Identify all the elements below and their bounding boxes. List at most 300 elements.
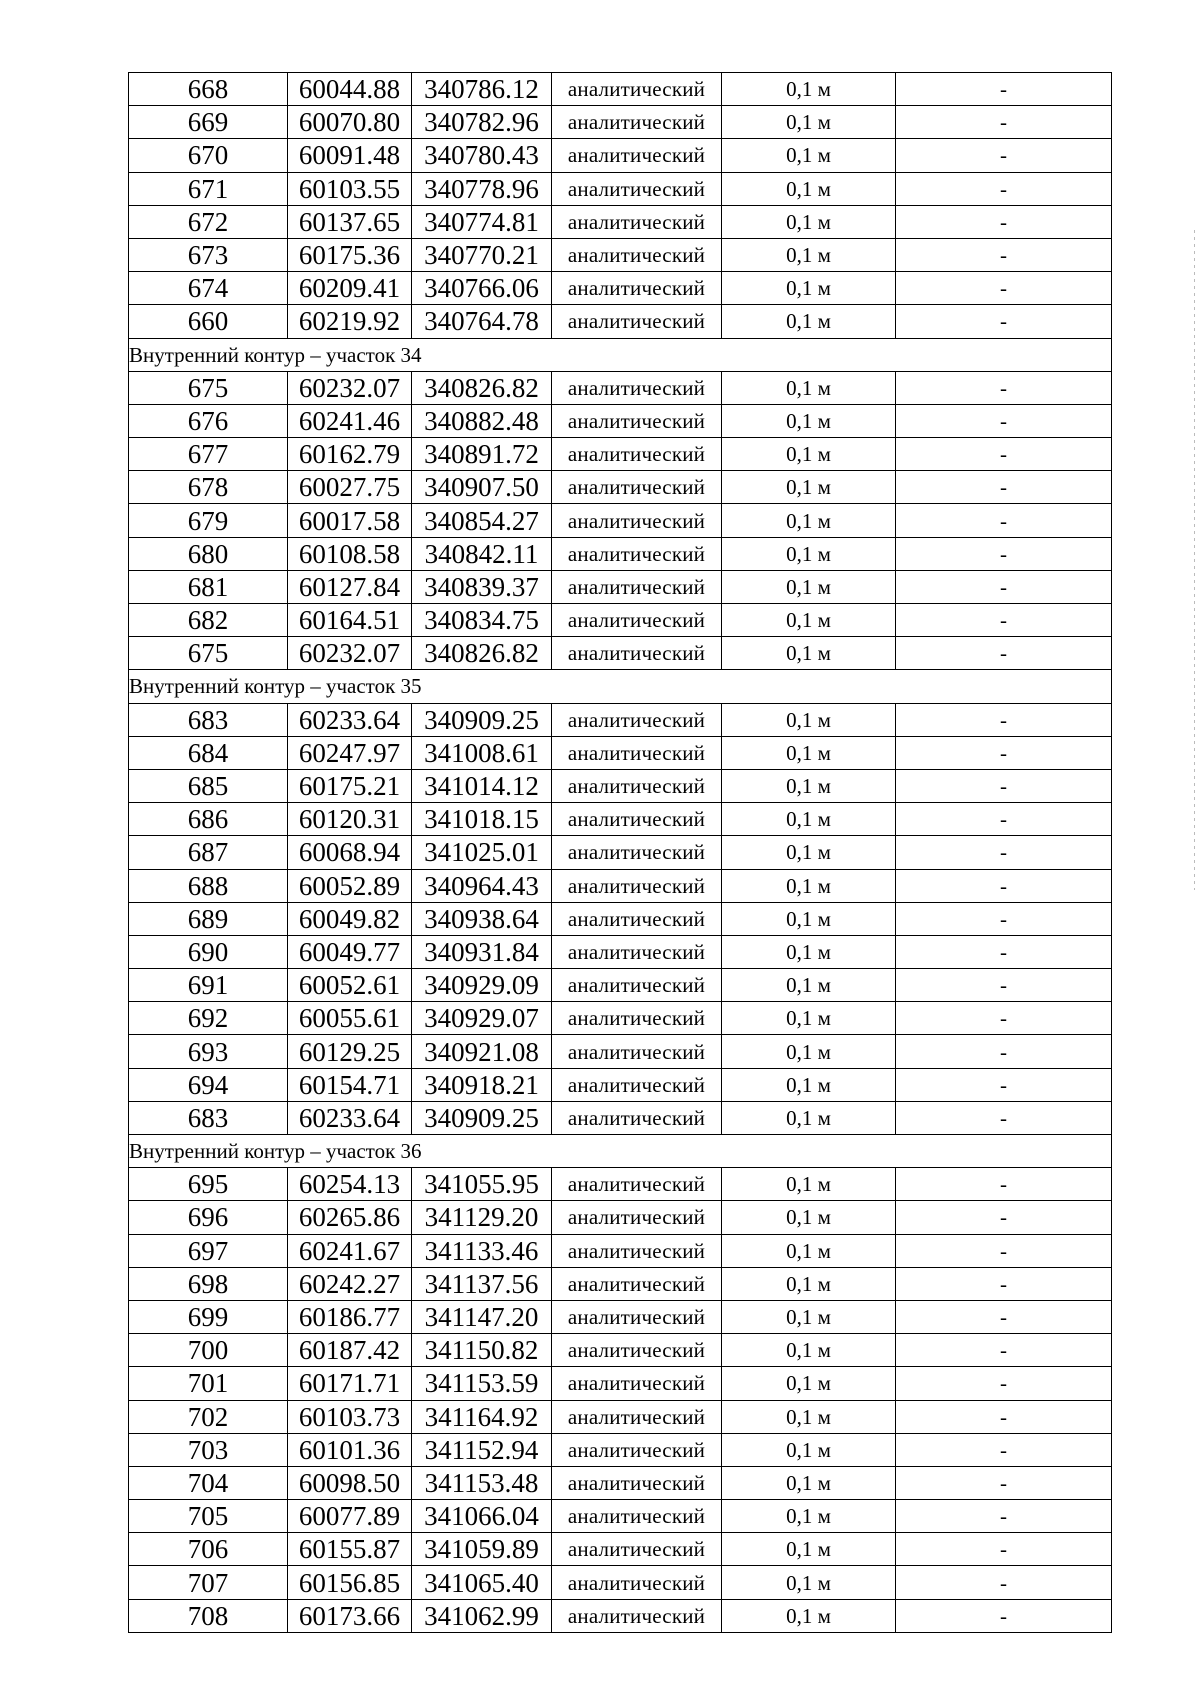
description-cell: - bbox=[896, 869, 1112, 902]
table-row bbox=[129, 73, 1112, 106]
x-coordinate-cell: 60254.13 bbox=[288, 1168, 412, 1201]
accuracy-cell: 0,1 м bbox=[722, 803, 896, 836]
point-number-cell: 688 bbox=[129, 869, 288, 902]
accuracy-cell: 0,1 м bbox=[722, 471, 896, 504]
method-cell: аналитический bbox=[552, 238, 722, 271]
method-cell: аналитический bbox=[552, 1168, 722, 1201]
method-cell: аналитический bbox=[552, 570, 722, 603]
accuracy-cell: 0,1 м bbox=[722, 836, 896, 869]
x-coordinate-cell: 60233.64 bbox=[288, 1101, 412, 1134]
description-cell: - bbox=[896, 736, 1112, 769]
y-coordinate-cell: 340834.75 bbox=[412, 604, 552, 637]
y-coordinate-cell: 340774.81 bbox=[412, 205, 552, 238]
y-coordinate-cell: 340826.82 bbox=[412, 637, 552, 670]
x-coordinate-cell: 60164.51 bbox=[288, 604, 412, 637]
description-cell: - bbox=[896, 1599, 1112, 1632]
point-number-cell: 698 bbox=[129, 1267, 288, 1300]
table-row bbox=[129, 371, 1112, 404]
y-coordinate-cell: 340931.84 bbox=[412, 935, 552, 968]
y-coordinate-cell: 341153.48 bbox=[412, 1466, 552, 1499]
y-coordinate-cell: 340782.96 bbox=[412, 106, 552, 139]
x-coordinate-cell: 60049.77 bbox=[288, 935, 412, 968]
accuracy-cell: 0,1 м bbox=[722, 238, 896, 271]
accuracy-cell: 0,1 м bbox=[722, 1002, 896, 1035]
description-cell: - bbox=[896, 1035, 1112, 1068]
y-coordinate-cell: 341153.59 bbox=[412, 1367, 552, 1400]
method-cell: аналитический bbox=[552, 1068, 722, 1101]
method-cell: аналитический bbox=[552, 703, 722, 736]
description-cell: - bbox=[896, 769, 1112, 802]
description-cell: - bbox=[896, 969, 1112, 1002]
x-coordinate-cell: 60155.87 bbox=[288, 1533, 412, 1566]
accuracy-cell: 0,1 м bbox=[722, 1101, 896, 1134]
x-coordinate-cell: 60101.36 bbox=[288, 1433, 412, 1466]
accuracy-cell: 0,1 м bbox=[722, 902, 896, 935]
x-coordinate-cell: 60265.86 bbox=[288, 1201, 412, 1234]
method-cell: аналитический bbox=[552, 1300, 722, 1333]
x-coordinate-cell: 60070.80 bbox=[288, 106, 412, 139]
table-row bbox=[129, 1035, 1112, 1068]
method-cell: аналитический bbox=[552, 106, 722, 139]
y-coordinate-cell: 340909.25 bbox=[412, 1101, 552, 1134]
point-number-cell: 681 bbox=[129, 570, 288, 603]
x-coordinate-cell: 60219.92 bbox=[288, 305, 412, 338]
x-coordinate-cell: 60154.71 bbox=[288, 1068, 412, 1101]
table-row bbox=[129, 1599, 1112, 1632]
description-cell: - bbox=[896, 471, 1112, 504]
table-row bbox=[129, 438, 1112, 471]
table-row bbox=[129, 504, 1112, 537]
section-header: Внутренний контур – участок 36 bbox=[129, 1135, 1112, 1168]
accuracy-cell: 0,1 м bbox=[722, 1466, 896, 1499]
method-cell: аналитический bbox=[552, 769, 722, 802]
method-cell: аналитический bbox=[552, 803, 722, 836]
description-cell: - bbox=[896, 139, 1112, 172]
table-row bbox=[129, 637, 1112, 670]
point-number-cell: 689 bbox=[129, 902, 288, 935]
y-coordinate-cell: 341133.46 bbox=[412, 1234, 552, 1267]
x-coordinate-cell: 60027.75 bbox=[288, 471, 412, 504]
y-coordinate-cell: 340826.82 bbox=[412, 371, 552, 404]
description-cell: - bbox=[896, 106, 1112, 139]
point-number-cell: 704 bbox=[129, 1466, 288, 1499]
method-cell: аналитический bbox=[552, 371, 722, 404]
table-row bbox=[129, 1466, 1112, 1499]
method-cell: аналитический bbox=[552, 205, 722, 238]
x-coordinate-cell: 60017.58 bbox=[288, 504, 412, 537]
point-number-cell: 706 bbox=[129, 1533, 288, 1566]
method-cell: аналитический bbox=[552, 604, 722, 637]
point-number-cell: 685 bbox=[129, 769, 288, 802]
description-cell: - bbox=[896, 205, 1112, 238]
point-number-cell: 660 bbox=[129, 305, 288, 338]
y-coordinate-cell: 340918.21 bbox=[412, 1068, 552, 1101]
x-coordinate-cell: 60162.79 bbox=[288, 438, 412, 471]
point-number-cell: 671 bbox=[129, 172, 288, 205]
method-cell: аналитический bbox=[552, 1035, 722, 1068]
method-cell: аналитический bbox=[552, 438, 722, 471]
method-cell: аналитический bbox=[552, 1599, 722, 1632]
method-cell: аналитический bbox=[552, 736, 722, 769]
method-cell: аналитический bbox=[552, 935, 722, 968]
accuracy-cell: 0,1 м bbox=[722, 769, 896, 802]
y-coordinate-cell: 341164.92 bbox=[412, 1400, 552, 1433]
accuracy-cell: 0,1 м bbox=[722, 637, 896, 670]
y-coordinate-cell: 341059.89 bbox=[412, 1533, 552, 1566]
description-cell: - bbox=[896, 238, 1112, 271]
table-row bbox=[129, 736, 1112, 769]
section-header: Внутренний контур – участок 34 bbox=[129, 338, 1112, 371]
table-row bbox=[129, 1300, 1112, 1333]
method-cell: аналитический bbox=[552, 404, 722, 437]
description-cell: - bbox=[896, 902, 1112, 935]
point-number-cell: 692 bbox=[129, 1002, 288, 1035]
method-cell: аналитический bbox=[552, 969, 722, 1002]
y-coordinate-cell: 341014.12 bbox=[412, 769, 552, 802]
y-coordinate-cell: 340921.08 bbox=[412, 1035, 552, 1068]
method-cell: аналитический bbox=[552, 1566, 722, 1599]
method-cell: аналитический bbox=[552, 537, 722, 570]
table-row bbox=[129, 1068, 1112, 1101]
y-coordinate-cell: 340882.48 bbox=[412, 404, 552, 437]
x-coordinate-cell: 60241.67 bbox=[288, 1234, 412, 1267]
point-number-cell: 699 bbox=[129, 1300, 288, 1333]
table-row bbox=[129, 1433, 1112, 1466]
x-coordinate-cell: 60129.25 bbox=[288, 1035, 412, 1068]
y-coordinate-cell: 340909.25 bbox=[412, 703, 552, 736]
section-header-row bbox=[129, 1135, 1112, 1168]
y-coordinate-cell: 341129.20 bbox=[412, 1201, 552, 1234]
x-coordinate-cell: 60242.27 bbox=[288, 1267, 412, 1300]
description-cell: - bbox=[896, 935, 1112, 968]
coordinates-table bbox=[128, 72, 1112, 1633]
description-cell: - bbox=[896, 305, 1112, 338]
method-cell: аналитический bbox=[552, 1002, 722, 1035]
accuracy-cell: 0,1 м bbox=[722, 1035, 896, 1068]
x-coordinate-cell: 60103.55 bbox=[288, 172, 412, 205]
point-number-cell: 697 bbox=[129, 1234, 288, 1267]
accuracy-cell: 0,1 м bbox=[722, 1267, 896, 1300]
point-number-cell: 675 bbox=[129, 371, 288, 404]
table-row bbox=[129, 1267, 1112, 1300]
accuracy-cell: 0,1 м bbox=[722, 172, 896, 205]
description-cell: - bbox=[896, 1234, 1112, 1267]
x-coordinate-cell: 60068.94 bbox=[288, 836, 412, 869]
point-number-cell: 687 bbox=[129, 836, 288, 869]
point-number-cell: 708 bbox=[129, 1599, 288, 1632]
description-cell: - bbox=[896, 504, 1112, 537]
accuracy-cell: 0,1 м bbox=[722, 604, 896, 637]
accuracy-cell: 0,1 м bbox=[722, 1168, 896, 1201]
table-row bbox=[129, 1334, 1112, 1367]
point-number-cell: 705 bbox=[129, 1500, 288, 1533]
point-number-cell: 678 bbox=[129, 471, 288, 504]
table-row bbox=[129, 1168, 1112, 1201]
point-number-cell: 677 bbox=[129, 438, 288, 471]
x-coordinate-cell: 60233.64 bbox=[288, 703, 412, 736]
point-number-cell: 683 bbox=[129, 703, 288, 736]
description-cell: - bbox=[896, 637, 1112, 670]
accuracy-cell: 0,1 м bbox=[722, 1234, 896, 1267]
y-coordinate-cell: 340770.21 bbox=[412, 238, 552, 271]
method-cell: аналитический bbox=[552, 272, 722, 305]
description-cell: - bbox=[896, 537, 1112, 570]
description-cell: - bbox=[896, 1566, 1112, 1599]
x-coordinate-cell: 60137.65 bbox=[288, 205, 412, 238]
point-number-cell: 700 bbox=[129, 1334, 288, 1367]
accuracy-cell: 0,1 м bbox=[722, 404, 896, 437]
table-row bbox=[129, 803, 1112, 836]
table-row bbox=[129, 404, 1112, 437]
x-coordinate-cell: 60171.71 bbox=[288, 1367, 412, 1400]
table-row bbox=[129, 305, 1112, 338]
description-cell: - bbox=[896, 1068, 1112, 1101]
y-coordinate-cell: 341137.56 bbox=[412, 1267, 552, 1300]
y-coordinate-cell: 340778.96 bbox=[412, 172, 552, 205]
description-cell: - bbox=[896, 1168, 1112, 1201]
x-coordinate-cell: 60187.42 bbox=[288, 1334, 412, 1367]
x-coordinate-cell: 60232.07 bbox=[288, 637, 412, 670]
table-row bbox=[129, 1400, 1112, 1433]
accuracy-cell: 0,1 м bbox=[722, 537, 896, 570]
description-cell: - bbox=[896, 1466, 1112, 1499]
y-coordinate-cell: 340964.43 bbox=[412, 869, 552, 902]
accuracy-cell: 0,1 м bbox=[722, 272, 896, 305]
x-coordinate-cell: 60044.88 bbox=[288, 73, 412, 106]
accuracy-cell: 0,1 м bbox=[722, 205, 896, 238]
point-number-cell: 684 bbox=[129, 736, 288, 769]
y-coordinate-cell: 340839.37 bbox=[412, 570, 552, 603]
accuracy-cell: 0,1 м bbox=[722, 869, 896, 902]
table-row bbox=[129, 570, 1112, 603]
point-number-cell: 702 bbox=[129, 1400, 288, 1433]
accuracy-cell: 0,1 м bbox=[722, 1433, 896, 1466]
method-cell: аналитический bbox=[552, 305, 722, 338]
y-coordinate-cell: 340854.27 bbox=[412, 504, 552, 537]
point-number-cell: 703 bbox=[129, 1433, 288, 1466]
table-row bbox=[129, 139, 1112, 172]
description-cell: - bbox=[896, 604, 1112, 637]
point-number-cell: 669 bbox=[129, 106, 288, 139]
x-coordinate-cell: 60127.84 bbox=[288, 570, 412, 603]
table-row bbox=[129, 106, 1112, 139]
method-cell: аналитический bbox=[552, 1267, 722, 1300]
accuracy-cell: 0,1 м bbox=[722, 371, 896, 404]
section-header-row bbox=[129, 338, 1112, 371]
point-number-cell: 683 bbox=[129, 1101, 288, 1134]
table-row bbox=[129, 205, 1112, 238]
point-number-cell: 701 bbox=[129, 1367, 288, 1400]
accuracy-cell: 0,1 м bbox=[722, 73, 896, 106]
y-coordinate-cell: 341065.40 bbox=[412, 1566, 552, 1599]
table-row bbox=[129, 902, 1112, 935]
accuracy-cell: 0,1 м bbox=[722, 139, 896, 172]
y-coordinate-cell: 340891.72 bbox=[412, 438, 552, 471]
method-cell: аналитический bbox=[552, 637, 722, 670]
x-coordinate-cell: 60175.21 bbox=[288, 769, 412, 802]
point-number-cell: 673 bbox=[129, 238, 288, 271]
table-row bbox=[129, 1002, 1112, 1035]
method-cell: аналитический bbox=[552, 73, 722, 106]
point-number-cell: 693 bbox=[129, 1035, 288, 1068]
accuracy-cell: 0,1 м bbox=[722, 1599, 896, 1632]
description-cell: - bbox=[896, 438, 1112, 471]
accuracy-cell: 0,1 м bbox=[722, 1400, 896, 1433]
x-coordinate-cell: 60103.73 bbox=[288, 1400, 412, 1433]
table-row bbox=[129, 1101, 1112, 1134]
point-number-cell: 690 bbox=[129, 935, 288, 968]
y-coordinate-cell: 340766.06 bbox=[412, 272, 552, 305]
x-coordinate-cell: 60241.46 bbox=[288, 404, 412, 437]
description-cell: - bbox=[896, 570, 1112, 603]
table-row bbox=[129, 935, 1112, 968]
y-coordinate-cell: 341147.20 bbox=[412, 1300, 552, 1333]
y-coordinate-cell: 340907.50 bbox=[412, 471, 552, 504]
point-number-cell: 672 bbox=[129, 205, 288, 238]
table-row bbox=[129, 1234, 1112, 1267]
accuracy-cell: 0,1 м bbox=[722, 438, 896, 471]
description-cell: - bbox=[896, 1433, 1112, 1466]
table-row bbox=[129, 238, 1112, 271]
description-cell: - bbox=[896, 73, 1112, 106]
table-row bbox=[129, 869, 1112, 902]
accuracy-cell: 0,1 м bbox=[722, 570, 896, 603]
x-coordinate-cell: 60077.89 bbox=[288, 1500, 412, 1533]
y-coordinate-cell: 340764.78 bbox=[412, 305, 552, 338]
description-cell: - bbox=[896, 836, 1112, 869]
y-coordinate-cell: 341025.01 bbox=[412, 836, 552, 869]
method-cell: аналитический bbox=[552, 1334, 722, 1367]
coordinates-table-body bbox=[129, 73, 1112, 1633]
method-cell: аналитический bbox=[552, 471, 722, 504]
section-header: Внутренний контур – участок 35 bbox=[129, 670, 1112, 703]
accuracy-cell: 0,1 м bbox=[722, 1201, 896, 1234]
y-coordinate-cell: 340780.43 bbox=[412, 139, 552, 172]
x-coordinate-cell: 60052.89 bbox=[288, 869, 412, 902]
x-coordinate-cell: 60232.07 bbox=[288, 371, 412, 404]
y-coordinate-cell: 341018.15 bbox=[412, 803, 552, 836]
scan-edge-line bbox=[1194, 230, 1195, 890]
method-cell: аналитический bbox=[552, 836, 722, 869]
point-number-cell: 675 bbox=[129, 637, 288, 670]
y-coordinate-cell: 340938.64 bbox=[412, 902, 552, 935]
description-cell: - bbox=[896, 703, 1112, 736]
table-row bbox=[129, 1201, 1112, 1234]
y-coordinate-cell: 341008.61 bbox=[412, 736, 552, 769]
description-cell: - bbox=[896, 404, 1112, 437]
accuracy-cell: 0,1 м bbox=[722, 1566, 896, 1599]
method-cell: аналитический bbox=[552, 1533, 722, 1566]
table-row bbox=[129, 836, 1112, 869]
method-cell: аналитический bbox=[552, 1400, 722, 1433]
x-coordinate-cell: 60055.61 bbox=[288, 1002, 412, 1035]
table-row bbox=[129, 1533, 1112, 1566]
description-cell: - bbox=[896, 1533, 1112, 1566]
description-cell: - bbox=[896, 1002, 1112, 1035]
y-coordinate-cell: 340786.12 bbox=[412, 73, 552, 106]
point-number-cell: 686 bbox=[129, 803, 288, 836]
y-coordinate-cell: 341152.94 bbox=[412, 1433, 552, 1466]
x-coordinate-cell: 60052.61 bbox=[288, 969, 412, 1002]
point-number-cell: 674 bbox=[129, 272, 288, 305]
description-cell: - bbox=[896, 1201, 1112, 1234]
description-cell: - bbox=[896, 1101, 1112, 1134]
point-number-cell: 707 bbox=[129, 1566, 288, 1599]
accuracy-cell: 0,1 м bbox=[722, 1533, 896, 1566]
description-cell: - bbox=[896, 371, 1112, 404]
x-coordinate-cell: 60173.66 bbox=[288, 1599, 412, 1632]
method-cell: аналитический bbox=[552, 1101, 722, 1134]
description-cell: - bbox=[896, 1400, 1112, 1433]
point-number-cell: 682 bbox=[129, 604, 288, 637]
y-coordinate-cell: 340842.11 bbox=[412, 537, 552, 570]
point-number-cell: 670 bbox=[129, 139, 288, 172]
description-cell: - bbox=[896, 172, 1112, 205]
point-number-cell: 695 bbox=[129, 1168, 288, 1201]
description-cell: - bbox=[896, 803, 1112, 836]
method-cell: аналитический bbox=[552, 1500, 722, 1533]
table-row bbox=[129, 604, 1112, 637]
description-cell: - bbox=[896, 1334, 1112, 1367]
point-number-cell: 676 bbox=[129, 404, 288, 437]
method-cell: аналитический bbox=[552, 869, 722, 902]
point-number-cell: 691 bbox=[129, 969, 288, 1002]
method-cell: аналитический bbox=[552, 1234, 722, 1267]
y-coordinate-cell: 341066.04 bbox=[412, 1500, 552, 1533]
method-cell: аналитический bbox=[552, 504, 722, 537]
accuracy-cell: 0,1 м bbox=[722, 504, 896, 537]
x-coordinate-cell: 60091.48 bbox=[288, 139, 412, 172]
table-row bbox=[129, 537, 1112, 570]
description-cell: - bbox=[896, 272, 1112, 305]
x-coordinate-cell: 60049.82 bbox=[288, 902, 412, 935]
y-coordinate-cell: 340929.07 bbox=[412, 1002, 552, 1035]
table-row bbox=[129, 769, 1112, 802]
accuracy-cell: 0,1 м bbox=[722, 703, 896, 736]
y-coordinate-cell: 341062.99 bbox=[412, 1599, 552, 1632]
table-row bbox=[129, 1566, 1112, 1599]
table-row bbox=[129, 1367, 1112, 1400]
x-coordinate-cell: 60186.77 bbox=[288, 1300, 412, 1333]
description-cell: - bbox=[896, 1500, 1112, 1533]
method-cell: аналитический bbox=[552, 1466, 722, 1499]
y-coordinate-cell: 340929.09 bbox=[412, 969, 552, 1002]
point-number-cell: 679 bbox=[129, 504, 288, 537]
method-cell: аналитический bbox=[552, 1201, 722, 1234]
accuracy-cell: 0,1 м bbox=[722, 106, 896, 139]
y-coordinate-cell: 341055.95 bbox=[412, 1168, 552, 1201]
table-row bbox=[129, 703, 1112, 736]
method-cell: аналитический bbox=[552, 1367, 722, 1400]
y-coordinate-cell: 341150.82 bbox=[412, 1334, 552, 1367]
method-cell: аналитический bbox=[552, 902, 722, 935]
accuracy-cell: 0,1 м bbox=[722, 969, 896, 1002]
point-number-cell: 696 bbox=[129, 1201, 288, 1234]
accuracy-cell: 0,1 м bbox=[722, 736, 896, 769]
accuracy-cell: 0,1 м bbox=[722, 1300, 896, 1333]
description-cell: - bbox=[896, 1367, 1112, 1400]
accuracy-cell: 0,1 м bbox=[722, 1068, 896, 1101]
method-cell: аналитический bbox=[552, 1433, 722, 1466]
table-row bbox=[129, 272, 1112, 305]
table-row bbox=[129, 969, 1112, 1002]
point-number-cell: 668 bbox=[129, 73, 288, 106]
table-row bbox=[129, 471, 1112, 504]
table-row bbox=[129, 1500, 1112, 1533]
method-cell: аналитический bbox=[552, 139, 722, 172]
point-number-cell: 694 bbox=[129, 1068, 288, 1101]
point-number-cell: 680 bbox=[129, 537, 288, 570]
